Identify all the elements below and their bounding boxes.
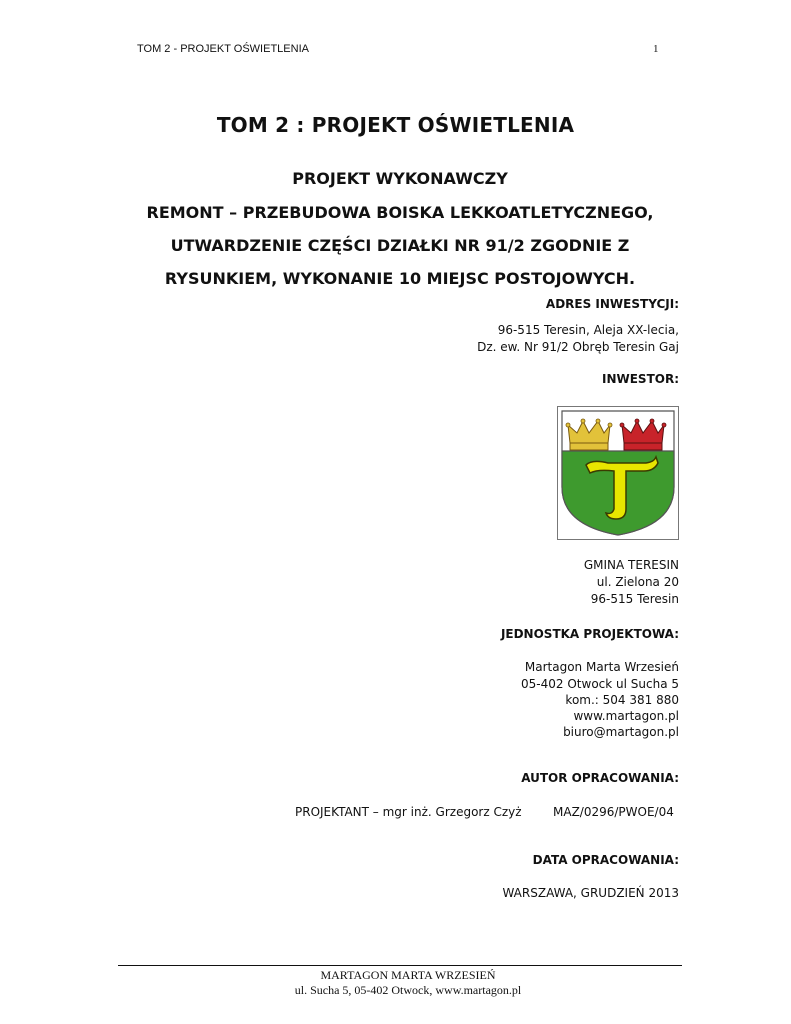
investor-line-2: ul. Zielona 20 <box>596 575 679 589</box>
designer-name: PROJEKTANT – mgr inż. Grzegorz Czyż <box>295 805 522 819</box>
investor-line-3: 96-515 Teresin <box>590 592 679 606</box>
design-unit-line-1: Martagon Marta Wrzesień <box>524 660 679 674</box>
license-number: MAZ/0296/PWOE/04 <box>553 805 674 819</box>
page-title: TOM 2 : PROJEKT OŚWIETLENIA <box>216 113 575 137</box>
footer-divider <box>118 965 682 966</box>
author-label: AUTOR OPRACOWANIA: <box>521 771 679 785</box>
address-line-2: Dz. ew. Nr 91/2 Obręb Teresin Gaj <box>477 340 679 354</box>
design-unit-line-2: 05-402 Otwock ul Sucha 5 <box>521 677 679 691</box>
footer-address: ul. Sucha 5, 05-402 Otwock, www.martagon.pl <box>294 983 522 997</box>
running-header-title: TOM 2 - PROJEKT OŚWIETLENIA <box>137 43 309 55</box>
date-value: WARSZAWA, GRUDZIEŃ 2013 <box>502 886 679 900</box>
subtitle-line-3: UTWARDZENIE CZĘŚCI DZIAŁKI NR 91/2 ZGODNIE Z <box>170 236 630 255</box>
design-unit-line-4: www.martagon.pl <box>573 709 679 723</box>
subtitle-line-1: PROJEKT WYKONAWCZY <box>292 169 508 188</box>
page-number: 1 <box>653 43 659 55</box>
municipality-crest <box>557 406 679 540</box>
design-unit-line-5: biuro@martagon.pl <box>563 725 679 739</box>
coat-of-arms-icon <box>558 407 678 539</box>
investor-line-1: GMINA TERESIN <box>583 558 679 572</box>
subtitle-line-4: RYSUNKIEM, WYKONANIE 10 MIEJSC POSTOJOWYCH. <box>164 269 636 288</box>
date-label: DATA OPRACOWANIA: <box>532 853 679 867</box>
address-label: ADRES INWESTYCJI: <box>545 297 679 311</box>
footer-company: MARTAGON MARTA WRZESIEŃ <box>320 968 496 982</box>
investor-label: INWESTOR: <box>601 372 679 386</box>
subtitle-line-2: REMONT – PRZEBUDOWA BOISKA LEKKOATLETYCZNEGO, <box>146 203 654 222</box>
design-unit-line-3: kom.: 504 381 880 <box>565 693 679 707</box>
design-unit-label: JEDNOSTKA PROJEKTOWA: <box>500 627 679 641</box>
address-line-1: 96-515 Teresin, Aleja XX-lecia, <box>497 323 679 337</box>
